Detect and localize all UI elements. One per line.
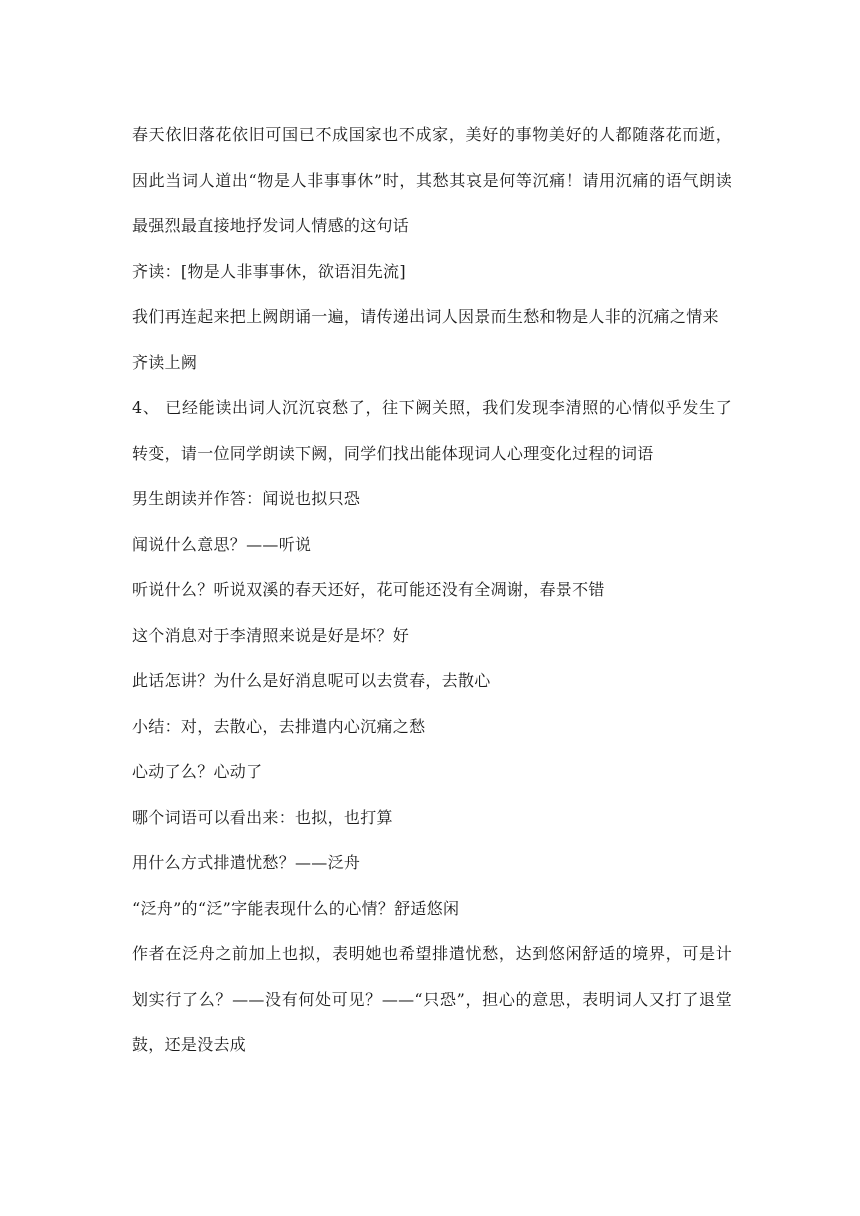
paragraph-7: 闻说什么意思？——听说	[132, 534, 312, 554]
paragraph-4: 齐读上阙	[132, 352, 198, 372]
paragraph-3: 我们再连起来把上阙朗诵一遍，请传递出词人因景而生愁和物是人非的沉痛之情来	[132, 307, 719, 326]
paragraph-16: 作者在泛舟之前加上也拟，表明她也希望排遣忧愁，达到悠闲舒适的境界，可是计划实行了么？——没有何处可见？——“只恐”，担心的意思，表明词人又打了退堂鼓，还是没去成	[132, 944, 732, 1054]
paragraph-10: 此话怎讲？为什么是好消息呢可以去赏春，去散心	[132, 671, 491, 690]
paragraph-9: 这个消息对于李清照来说是好是坏？好	[132, 625, 410, 645]
paragraph-5: 4、 已经能读出词人沉沉哀愁了，往下阙关照，我们发现李清照的心情似乎发生了转变，请一位同学朗读下阙，同学们找出能体现词人心理变化过程的词语	[132, 398, 732, 463]
paragraph-11: 小结：对，去散心，去排遣内心沉痛之愁	[132, 716, 426, 736]
paragraph-12: 心动了么？心动了	[132, 762, 263, 781]
document-body	[132, 112, 732, 1068]
paragraph-15: “泛舟”的“泛”字能表现什么的心情？舒适悠闲	[132, 898, 460, 918]
paragraph-2: 齐读：[物是人非事事休，欲语泪先流]	[132, 261, 406, 281]
paragraph-6: 男生朗读并作答：闻说也拟只恐	[132, 489, 361, 508]
paragraph-8: 听说什么？听说双溪的春天还好，花可能还没有全凋谢，春景不错	[132, 580, 605, 599]
paragraph-14: 用什么方式排遣忧愁？——泛舟	[132, 853, 361, 872]
paragraph-1: 春天依旧落花依旧可国已不成国家也不成家，美好的事物美好的人都随落花而逝，因此当词人道出“物是人非事事休”时，其愁其哀是何等沉痛！请用沉痛的语气朗读最强烈最直接地抒发词人情感的这句话	[132, 125, 732, 235]
paragraph-13: 哪个词语可以看出来：也拟，也打算	[132, 807, 393, 827]
